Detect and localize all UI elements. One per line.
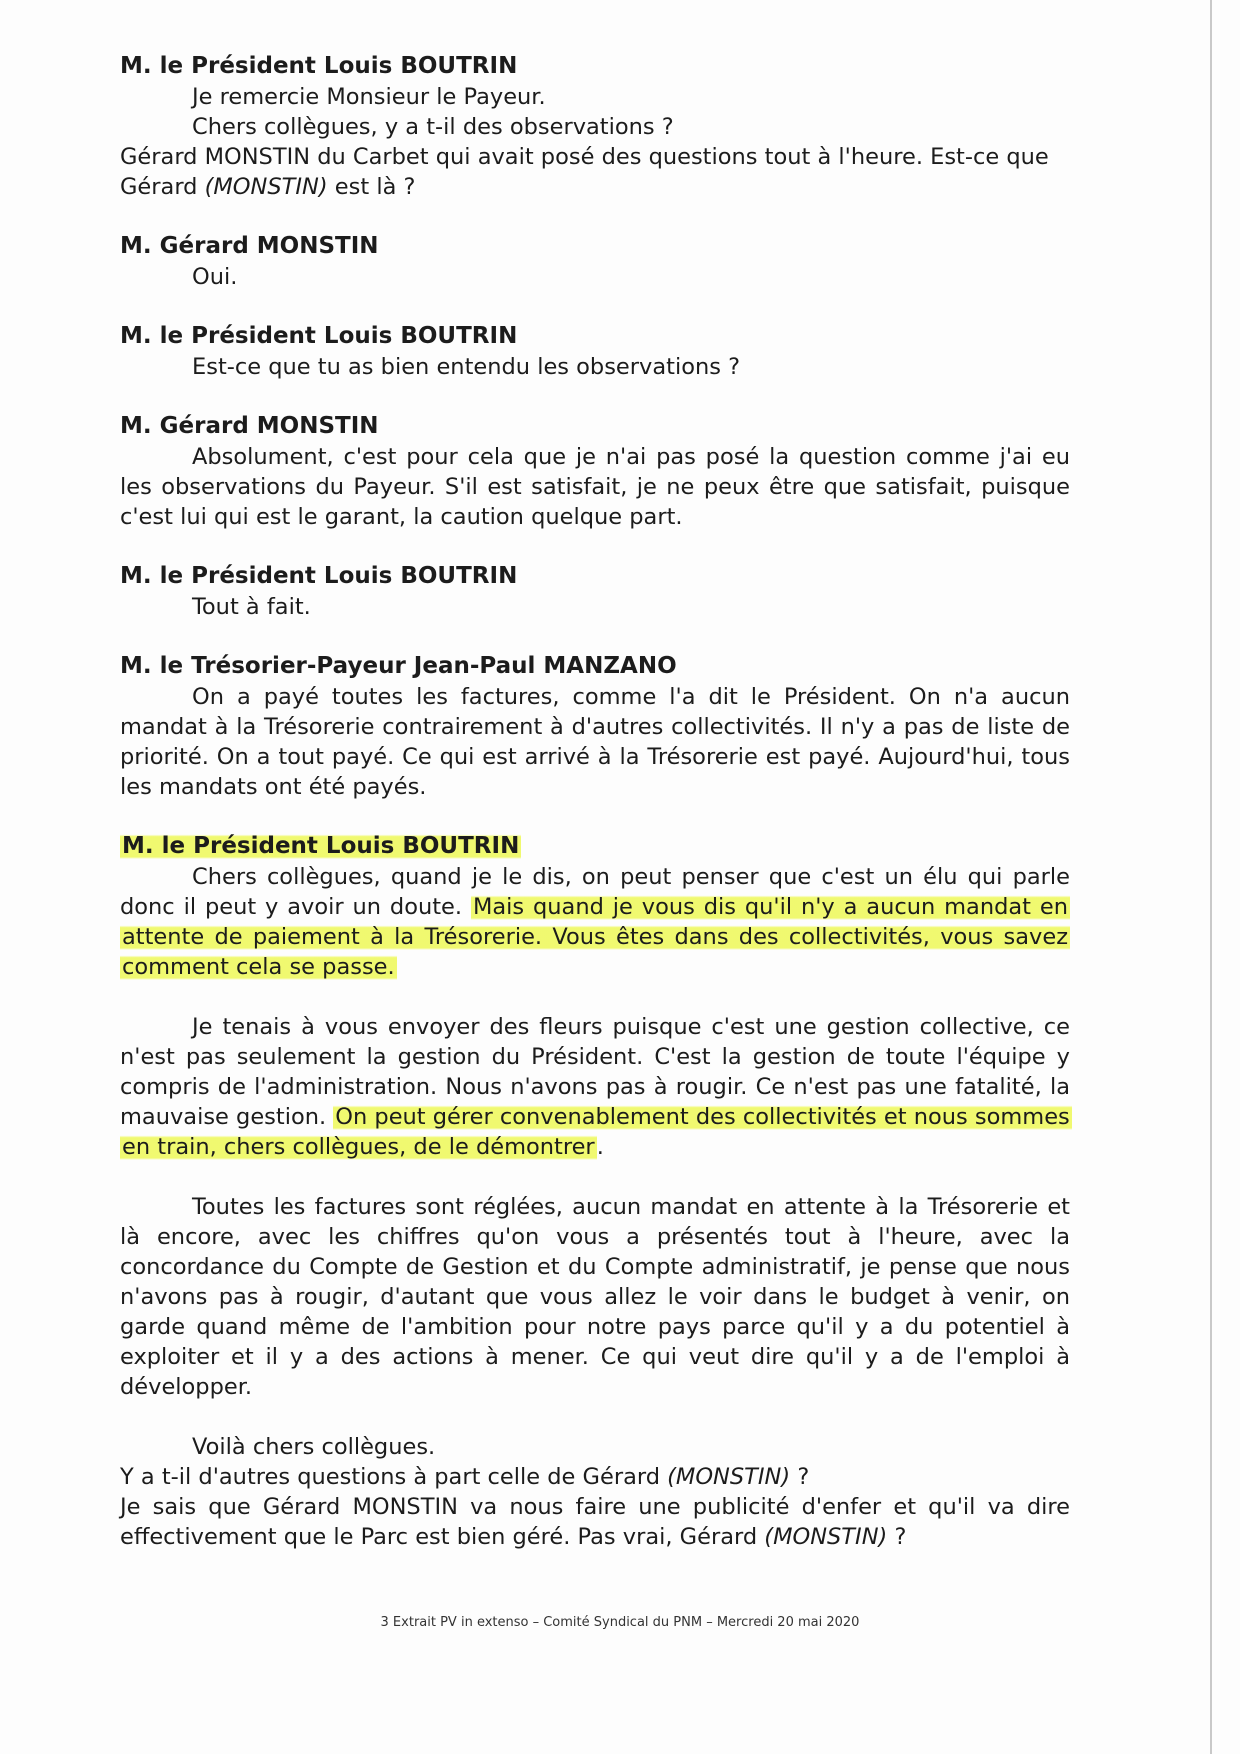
- text-run: est là ?: [327, 174, 416, 200]
- speech-paragraph: [120, 862, 1070, 982]
- speech-line: Oui.: [192, 264, 238, 290]
- speaker-name: M. le Trésorier-Payeur Jean-Paul MANZANO: [120, 653, 677, 679]
- speech-line: Voilà chers collègues.: [192, 1434, 436, 1460]
- speech-block-3: [120, 320, 1070, 382]
- speech-line: [120, 142, 1070, 202]
- speaker-name: M. Gérard MONSTIN: [120, 233, 379, 259]
- speech-line: Tout à fait.: [192, 594, 311, 620]
- italic-name: (MONSTIN): [204, 174, 328, 200]
- italic-name: (MONSTIN): [667, 1464, 791, 1490]
- speech-line: Chers collègues, y a t-il des observations ?: [192, 114, 674, 140]
- text-run: ?: [790, 1464, 810, 1490]
- text-run: ?: [887, 1524, 907, 1550]
- speech-block-1: [120, 50, 1070, 202]
- text-run: Je sais que Gérard MONSTIN va nous faire une publicité d'enfer et qu'il va dire effectivement que le Parc est bien géré. Pas vrai, Gérard: [120, 1494, 1070, 1550]
- text-run: Y a t-il d'autres questions à part celle de Gérard: [120, 1464, 668, 1490]
- highlighted-text: Mais quand je vous dis qu'il n'y a aucun mandat en attente de paiement à la Trésorerie. Vous êtes dans des collectivités, vous savez comment cela se passe.: [122, 894, 1068, 980]
- speech-block-4: [120, 410, 1070, 532]
- speech-block-6: [120, 650, 1070, 802]
- text-run: Chers collègues, quand je le dis, on peut penser que c'est un élu qui parle donc il peut y avoir un doute.: [120, 864, 1070, 920]
- speech-line: [120, 1492, 1070, 1552]
- speech-line: Est-ce que tu as bien entendu les observations ?: [192, 354, 741, 380]
- speech-paragraph: On a payé toutes les factures, comme l'a dit le Président. On n'a aucun mandat à la Trésorerie contrairement à d'autres collectivités. Il n'y a pas de liste de priorité. On a tout payé. Ce qui est arrivé à la Trésorerie est payé. Aujourd'hui, tous les mandats ont été payés.: [120, 684, 1070, 800]
- page-footer: 3 Extrait PV in extenso – Comité Syndical du PNM – Mercredi 20 mai 2020: [380, 1615, 860, 1630]
- speech-block-7: [120, 830, 1070, 1552]
- speaker-name: M. le Président Louis BOUTRIN: [120, 53, 518, 79]
- transcript: [120, 50, 1070, 1580]
- page-edge-line: [1210, 0, 1212, 1754]
- text-run: Je tenais à vous envoyer des fleurs puisque c'est une gestion collective, ce n'est pas seulement la gestion du Président. C'est la gestion de toute l'équipe y compris de l'administration. Nous n'avons pas à rougir. Ce n'est pas une fatalité, la mauvaise gestion.: [120, 1014, 1070, 1130]
- speaker-name: M. Gérard MONSTIN: [120, 413, 379, 439]
- speaker-name: M. le Président Louis BOUTRIN: [120, 323, 518, 349]
- speech-paragraph: Toutes les factures sont réglées, aucun mandat en attente à la Trésorerie et là encore, avec les chiffres qu'on vous a présentés tout à l'heure, avec la concordance du Compte de Gestion et du Compte administratif, je pense que nous n'avons pas à rougir, d'autant que vous allez le voir dans le budget à venir, on garde quand même de l'ambition pour notre pays parce qu'il y a du potentiel à exploiter et il y a des actions à mener. Ce qui veut dire qu'il y a de l'emploi à développer.: [120, 1194, 1070, 1400]
- speaker-name: [120, 830, 1070, 862]
- speech-line: Je remercie Monsieur le Payeur.: [192, 84, 546, 110]
- text-run: .: [596, 1134, 604, 1160]
- speaker-name: M. le Président Louis BOUTRIN: [120, 563, 518, 589]
- speech-block-5: [120, 560, 1070, 622]
- speech-paragraph: Absolument, c'est pour cela que je n'ai pas posé la question comme j'ai eu les observations du Payeur. S'il est satisfait, je ne peux être que satisfait, puisque c'est lui qui est le garant, la caution quelque part.: [120, 444, 1070, 530]
- italic-name: (MONSTIN): [764, 1524, 888, 1550]
- text-run: Gérard MONSTIN du Carbet qui avait posé des questions tout à l'heure. Est-ce que Gérard: [120, 144, 1049, 200]
- speech-line: [120, 1462, 1070, 1492]
- speech-paragraph: [120, 1012, 1070, 1162]
- highlighted-speaker: M. le Président Louis BOUTRIN: [122, 833, 520, 859]
- highlighted-text: On peut gérer convenablement des collectivités et nous sommes en train, chers collègues, de le démontrer: [122, 1104, 1070, 1160]
- speech-block-2: [120, 230, 1070, 292]
